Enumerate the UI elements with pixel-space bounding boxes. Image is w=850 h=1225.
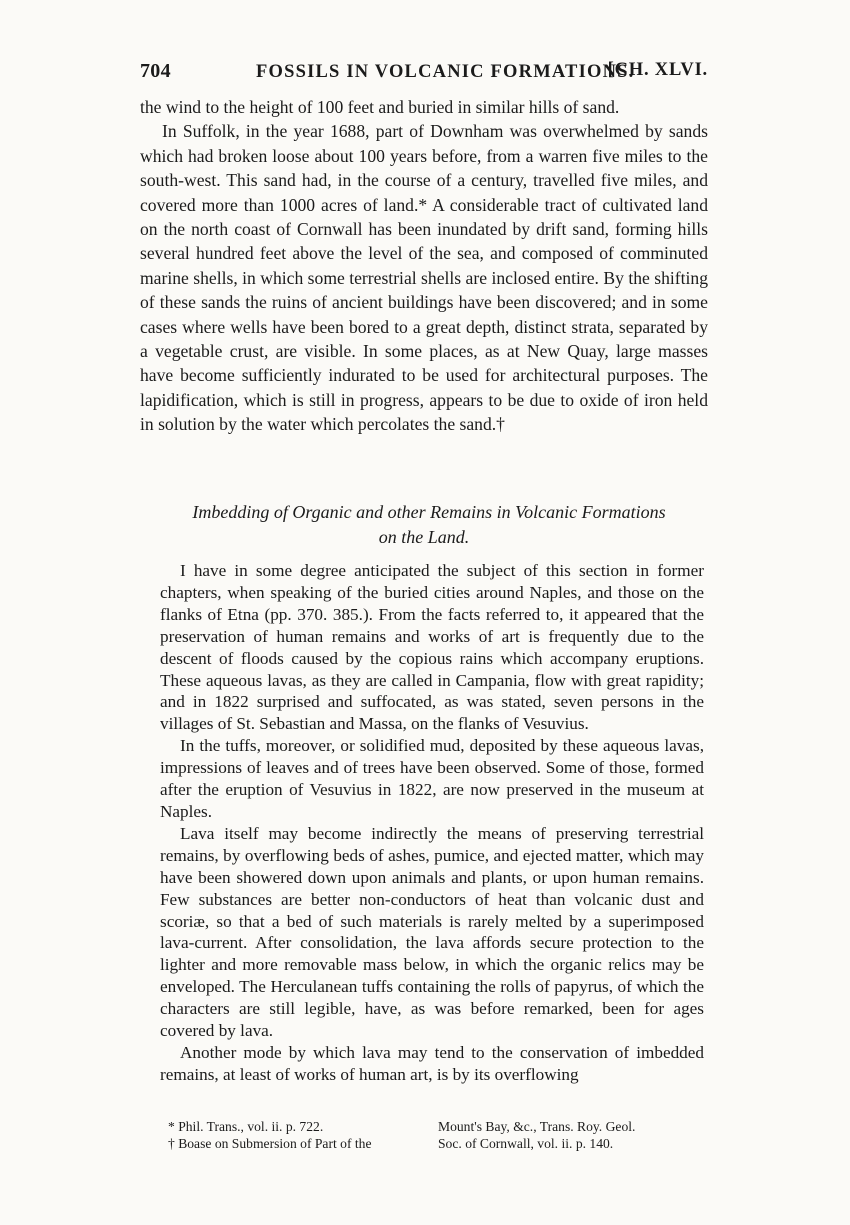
- footnote-row: [168, 1118, 708, 1135]
- page-number: 704: [140, 60, 171, 82]
- paragraph: In the tuffs, moreover, or solidified mud, deposited by these aqueous lavas, impressions of leaves and of trees have been observed. Some of those, formed after the eruption of Vesuvius in 1822, are now preserved in the museum at Naples.: [160, 736, 704, 821]
- paragraph: I have in some degree anticipated the subject of this section in former chapters, when speaking of the buried cities around Naples, and those on the flanks of Etna (pp. 370. 385.). From the facts referred to, it appeared that the preservation of human remains and works of art is frequently due to the descent of floods caused by the copious rains which accompany eruptions. These aqueous lavas, as they are called in Campania, flow with great rapidity; and in 1822 surprised and suffocated, as was stated, seven persons in the villages of St. Sebastian and Massa, on the flanks of Vesuvius.: [160, 561, 704, 734]
- footnote-1: * Phil. Trans., vol. ii. p. 722.: [168, 1119, 324, 1134]
- footnote-row: [168, 1135, 708, 1152]
- chapter-label: [CH. XLVI.: [607, 60, 708, 80]
- footnote-2-continuation-1: Mount's Bay, &c., Trans. Roy. Geol.: [438, 1119, 636, 1134]
- section-heading: [140, 500, 708, 550]
- paragraph: Another mode by which lava may tend to the conservation of imbedded remains, at least of works of human art, is by its overflowing: [160, 1042, 704, 1084]
- running-header: [140, 60, 708, 88]
- running-title: FOSSILS IN VOLCANIC FORMATIONS.: [256, 62, 635, 82]
- section-heading-line1: Imbedding of Organic and other Remains in Volcanic Formations: [192, 502, 666, 522]
- paragraph: In Suffolk, in the year 1688, part of Downham was overwhelmed by sands which had broken loose about 100 years before, from a warren five miles to the south-west. This sand had, in the course of a century, travelled five miles, and covered more than 1000 acres of land.* A considerable tract of cultivated land on the north coast of Cornwall has been inundated by drift sand, forming hills several hundred feet above the level of the sea, and composed of comminuted marine shells, in which some terrestrial shells are inclosed entire. By the shifting of these sands the ruins of ancient buildings have been discovered; and in some cases where wells have been bored to a great depth, distinct strata, separated by a vegetable crust, are visible. In some places, as at New Quay, large masses have become sufficiently indurated to be used for architectural purposes. The lapidification, which is still in progress, appears to be due to oxide of iron held in solution by the water which percolates the sand.†: [140, 121, 708, 435]
- footnotes: [168, 1118, 708, 1152]
- section-heading-line2: on the Land.: [378, 527, 470, 547]
- body-text-section: [160, 560, 704, 1086]
- footnote-2-continuation-2: Soc. of Cornwall, vol. ii. p. 140.: [438, 1136, 614, 1151]
- body-text-top: [140, 95, 708, 437]
- paragraph: the wind to the height of 100 feet and buried in similar hills of sand.: [140, 97, 620, 117]
- footnote-2: † Boase on Submersion of Part of the: [168, 1136, 372, 1151]
- paragraph: Lava itself may become indirectly the means of preserving terrestrial remains, by overflowing beds of ashes, pumice, and ejected matter, which may have been showered down upon animals and plants, or upon human remains. Few substances are better non-conductors of heat than volcanic dust and scoriæ, so that a bed of such materials is rarely melted by a superimposed lava-current. After consolidation, the lava affords secure protection to the lighter and more removable mass below, in which the organic relics may be enveloped. The Herculanean tuffs containing the rolls of papyrus, of which the characters are still legible, have, as was before remarked, been for ages covered by lava.: [160, 823, 704, 1041]
